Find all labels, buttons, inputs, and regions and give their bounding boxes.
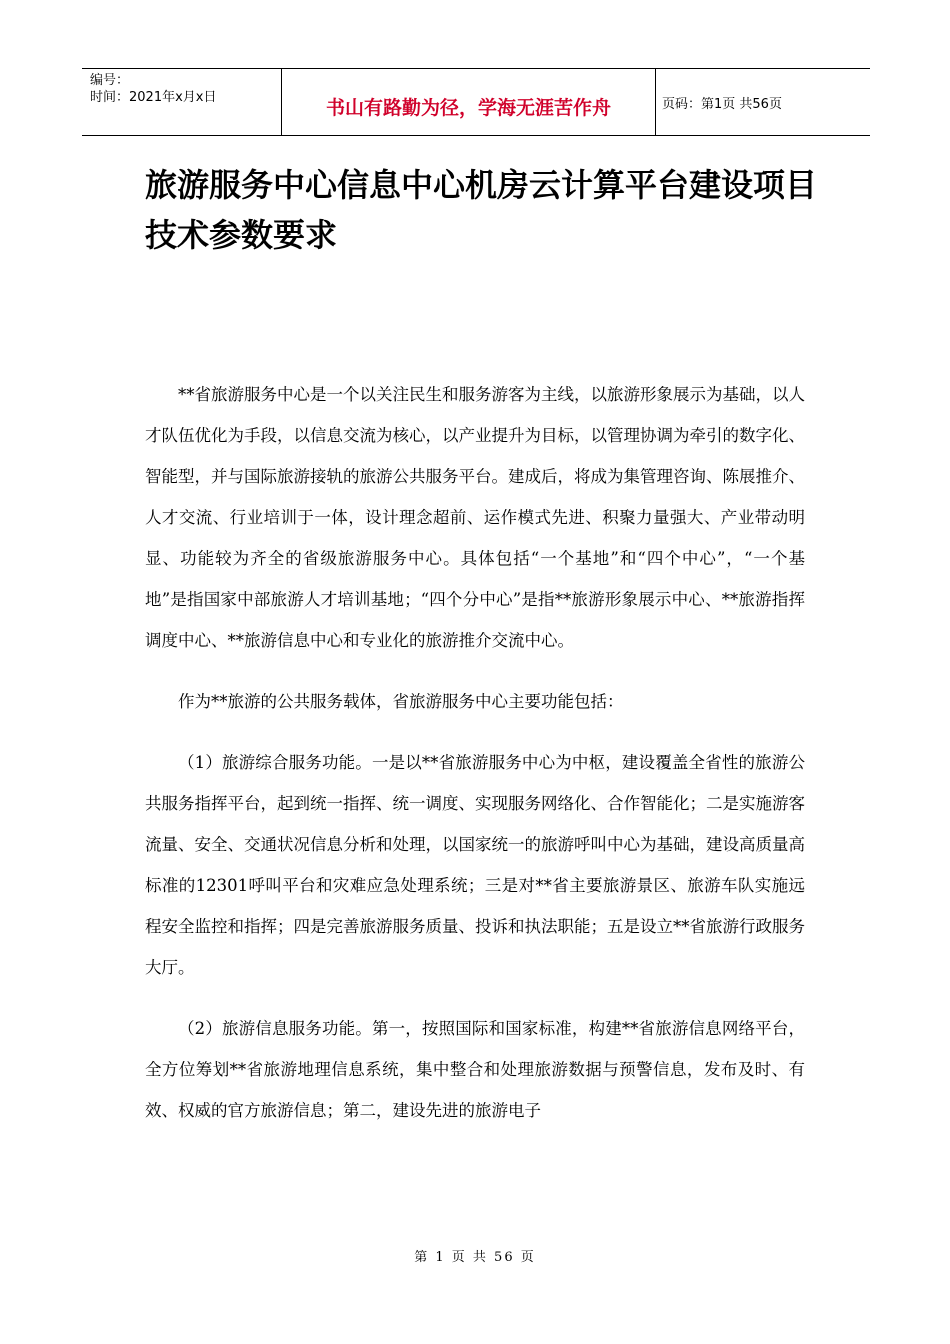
header-page-info: 页码：第1页 共56页 <box>662 96 782 112</box>
document-date: 时间：2021年x月x日 <box>90 90 217 105</box>
paragraph: **省旅游服务中心是一个以关注民生和服务游客为主线，以旅游形象展示为基础，以人才队伍优化为手段，以信息交流为核心，以产业提升为目标，以管理协调为牵引的数字化、智能型，并与国际旅游接轨的旅游公共服务平台。建成后，将成为集管理咨询、陈展推介、人才交流、行业培训于一体，设计理念超前、运作模式先进、积聚力量强大、产业带动明显、功能较为齐全的省级旅游服务中心。具体包括“一个基地”和“四个中心”，“一个基地”是指国家中部旅游人才培训基地；“四个分中心”是指**旅游形象展示中心、**旅游指挥调度中心、**旅游信息中心和专业化的旅游推介交流中心。 <box>145 385 805 650</box>
header-motto: 书山有路勤为径，学海无涯苦作舟 <box>282 69 656 135</box>
paragraph: 作为**旅游的公共服务载体，省旅游服务中心主要功能包括： <box>178 692 624 711</box>
header-meta <box>82 69 282 135</box>
header-table <box>82 68 870 136</box>
paragraph: （2）旅游信息服务功能。第一，按照国际和国家标准，构建**省旅游信息网络平台，全方位筹划**省旅游地理信息系统，集中整合和处理旅游数据与预警信息，发布及时、有效、权威的官方旅游信息；第二，建设先进的旅游电子 <box>145 1019 805 1120</box>
page-footer: 第 1 页 共 56 页 <box>414 1250 536 1265</box>
document-number-label: 编号： <box>90 73 130 88</box>
document-title: 旅游服务中心信息中心机房云计算平台建设项目技术参数要求 <box>145 166 818 254</box>
paragraph: （1）旅游综合服务功能。一是以**省旅游服务中心为中枢，建设覆盖全省性的旅游公共服务指挥平台，起到统一指挥、统一调度、实现服务网络化、合作智能化；二是实施游客流量、安全、交通状况信息分析和处理，以国家统一的旅游呼叫中心为基础，建设高质量高标准的12301呼叫平台和灾难应急处理系统；三是对**省主要旅游景区、旅游车队实施远程安全监控和指挥；四是完善旅游服务质量、投诉和执法职能；五是设立**省旅游行政服务大厅。 <box>145 753 805 977</box>
document-body <box>145 374 805 1151</box>
